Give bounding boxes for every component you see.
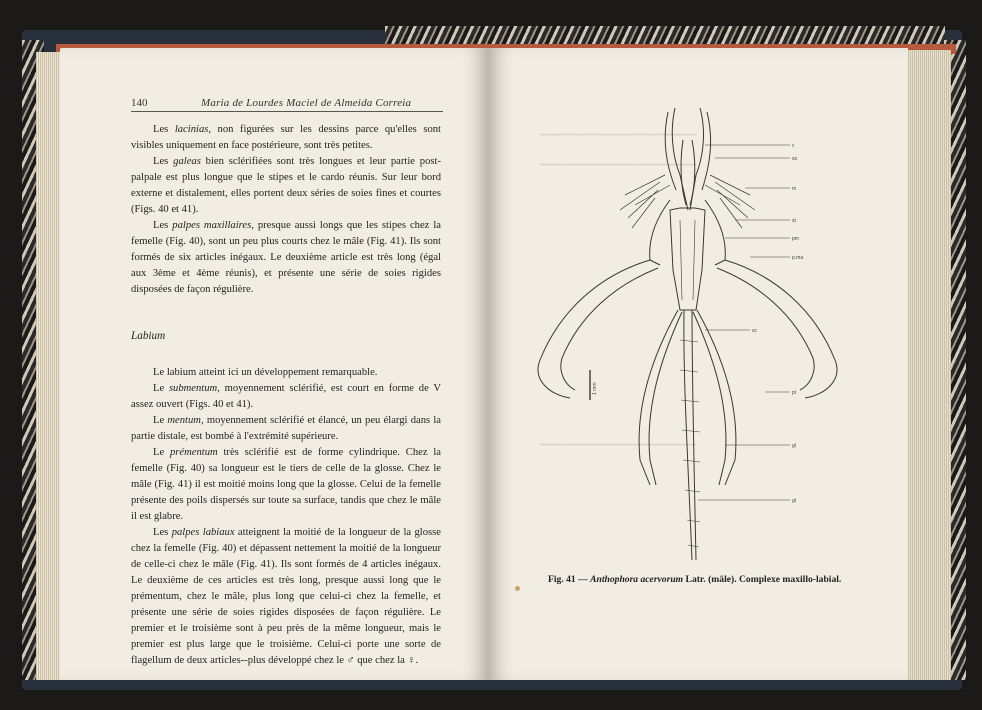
text-run: très sclérifié est de forme cylindrique. Chez la femelle (Fig. 40) sa longueur est le tiers de celle de la glosse. Chez le mâle (Fig. 41) il est moitié moins long que la glosse. Celui de la femelle présente des poils dispersés sur toute sa surface, tandis que chez le mâle il est glabre. bbox=[131, 446, 441, 522]
text-run: , non figurées sur les dessins parce qu'elles sont visibles uniquement en face postérieure, sont très petites. bbox=[131, 124, 441, 152]
show-through-text: ━━━━━━━━━━━━━━━━━━━━━━━━━━ bbox=[540, 160, 697, 171]
paragraph bbox=[131, 218, 441, 298]
figure-label: ss bbox=[792, 156, 797, 162]
text-run: Les bbox=[153, 156, 174, 168]
text-run: bien sclérifiées sont très longues et leur partie post-palpale est plus longue que le stipes et le cardo réunis. Sur leur bord externe et distalement, elles portent deux séries de soies fines et courtes (Figs. 40 et 41). bbox=[131, 156, 441, 216]
paragraph bbox=[131, 445, 441, 525]
paragraphs-before-heading bbox=[131, 122, 441, 299]
paragraph bbox=[131, 154, 441, 218]
paper-spot bbox=[515, 586, 520, 591]
text-run: Le bbox=[153, 446, 170, 458]
paragraph bbox=[131, 365, 441, 381]
page-edges-right bbox=[905, 50, 951, 680]
italic-term: mentum bbox=[167, 414, 201, 426]
figure-41-drawing bbox=[520, 100, 875, 580]
text-run: Les bbox=[153, 220, 173, 232]
text-run: Le bbox=[153, 414, 168, 426]
italic-term: submentum bbox=[168, 382, 218, 394]
italic-term: galeas bbox=[173, 156, 201, 168]
text-run: atteignent la moitié de la longueur de la glosse chez la femelle (Fig. 40) et dépassent nettement la moitié de la longueur de celle-ci chez le mâle (Fig. 41). Ils sont formés de 4 articles inégaux. Le deuxième de ces articles est très long, presque aussi long que le prémentum, chez le mâle, plus long que celui-ci chez la femelle, et présente une série de soies rigides disposées de façon régulière. Le premier et le troisième sont à peu près de la même longueur, mais le premier est plus large que le troisième. Celui-ci porte une sorte de flagellum de deux articles--plus développé chez le ♂ que chez la ♀. bbox=[131, 527, 441, 667]
show-through-text: ━━━━━━━━━━━━━━━━━━━━━━━━━━ bbox=[540, 130, 697, 141]
text-run: , moyennement sclérifié, est court en forme de V assez ouvert (Figs. 40 et 41). bbox=[131, 382, 441, 410]
page-number: 140 bbox=[131, 97, 148, 109]
figure-label: pm bbox=[792, 236, 799, 242]
running-head bbox=[131, 97, 443, 112]
figure-label: p.ma bbox=[792, 255, 804, 261]
paragraph bbox=[131, 525, 441, 669]
text-run: , moyennement sclérifié et élancé, un peu élargi dans la partie distale, est bombé à l'extrémité supérieure. bbox=[131, 414, 441, 442]
marbled-board-top bbox=[385, 26, 945, 46]
text-run: Le bbox=[153, 382, 169, 394]
show-through-text: ━━━━━━━━━━━━━━━━━━━━━━━━━━ bbox=[540, 440, 697, 451]
italic-term: palpes labiaux bbox=[171, 527, 235, 539]
italic-term: prémentum bbox=[170, 446, 218, 458]
figure-label: c bbox=[792, 143, 795, 149]
text-run: Les bbox=[153, 527, 172, 539]
text-run: Les bbox=[153, 124, 175, 135]
caption-prefix: Fig. 41 — bbox=[548, 574, 591, 585]
figure-label: gl bbox=[792, 443, 796, 449]
section-heading: Labium bbox=[131, 329, 166, 342]
text-run: Le labium atteint ici un développement remarquable. bbox=[153, 366, 378, 378]
italic-term: palpes maxillaires bbox=[172, 220, 252, 232]
figure-caption bbox=[548, 574, 848, 585]
figure-label: m bbox=[792, 186, 797, 192]
running-title: Maria de Lourdes Maciel de Almeida Correia bbox=[201, 97, 412, 109]
figure-label: pl bbox=[792, 390, 796, 396]
paragraph bbox=[131, 413, 441, 445]
figure-label: gl bbox=[792, 498, 796, 504]
paragraphs-after-heading bbox=[131, 365, 441, 670]
body-text bbox=[131, 122, 441, 669]
scale-label: 1 mm bbox=[592, 382, 598, 395]
paragraph bbox=[131, 381, 441, 413]
figure-label: sc bbox=[752, 328, 757, 334]
paragraph bbox=[131, 122, 441, 154]
caption-species: Anthophora acervorum bbox=[590, 574, 684, 585]
italic-term: lacinias bbox=[174, 124, 209, 135]
caption-suffix: Latr. (mâle). Complexe maxillo-labial. bbox=[683, 574, 842, 585]
text-run: , presque aussi longs que les stipes chez la femelle (Fig. 40), sont un peu plus courts chez le mâle (Fig. 41). Ils sont formés de six articles inégaux. Le deuxième article est très long (égal aux 3ème et 4ème réunis), et présente une série de soies rigides disposées de façon régulière. bbox=[131, 220, 441, 296]
figure-label: st bbox=[792, 218, 796, 224]
